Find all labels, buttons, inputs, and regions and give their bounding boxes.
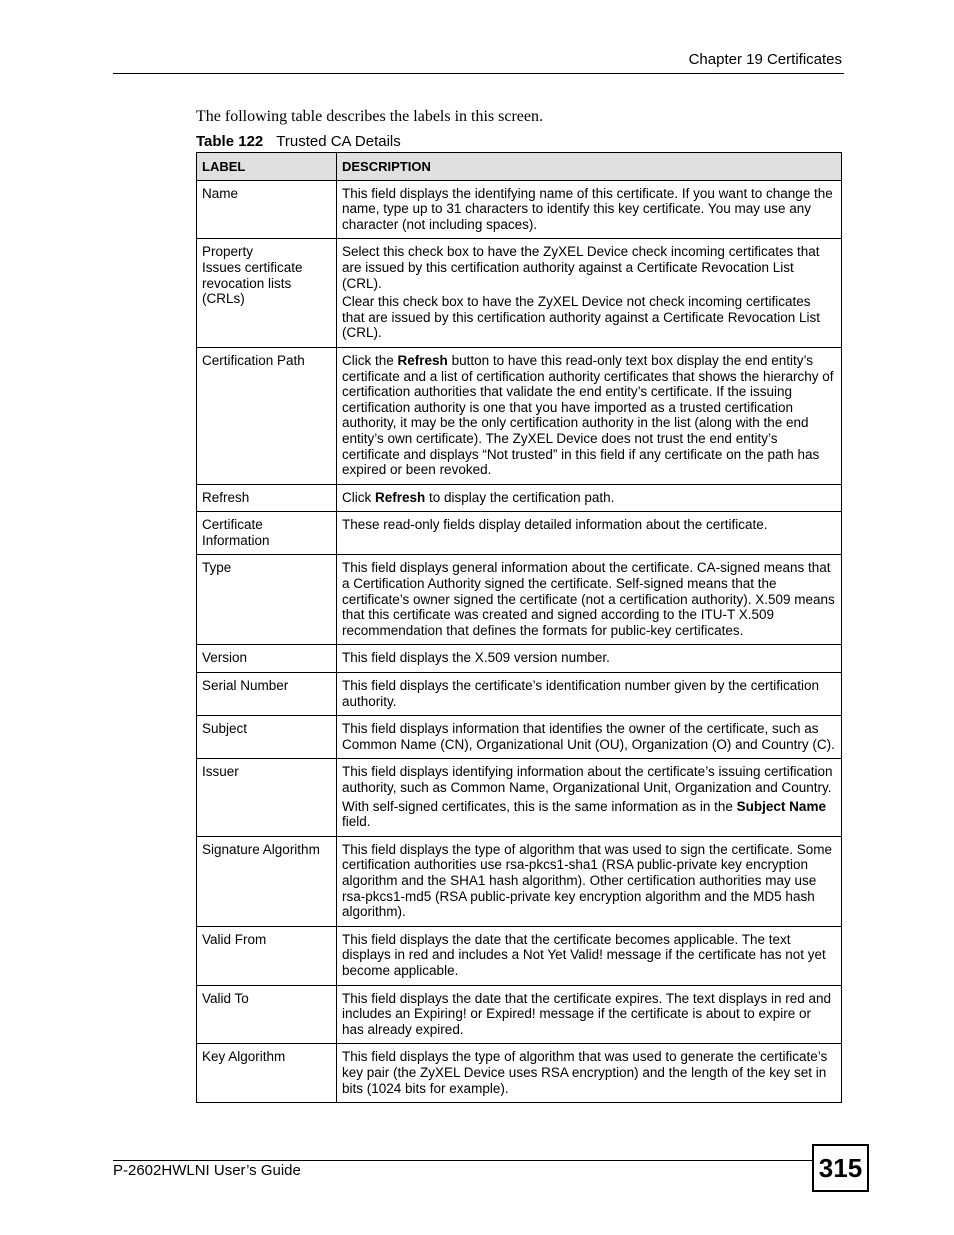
row-description [337,555,842,645]
description-emphasis: Refresh [397,352,448,368]
row-description [337,716,842,759]
table-row [197,347,842,484]
row-description [337,1044,842,1103]
table-row [197,926,842,985]
table-row [197,673,842,716]
description-text: field. [342,814,371,830]
row-label-line: Certification Path [202,352,305,368]
description-paragraph [342,517,836,533]
table-number: Table 122 [196,133,264,150]
table-row [197,484,842,512]
description-paragraph [342,490,836,506]
trusted-ca-details-table [196,152,842,1103]
footer-divider [113,1160,812,1161]
description-paragraph [342,842,836,920]
description-text: These read-only fields display detailed information about the certificate. [342,517,768,533]
row-label [197,239,337,348]
description-paragraph [342,991,836,1038]
table-row [197,512,842,555]
row-label-line: Serial Number [202,678,289,694]
description-text: This field displays the date that the certificate becomes applicable. The text displays in red and includes a Not Yet Valid! message if the certificate has not yet become applicable. [342,931,826,978]
description-paragraph [342,244,836,291]
row-label [197,759,337,836]
description-paragraph [342,294,836,341]
row-description [337,673,842,716]
row-description [337,926,842,985]
table-title: Trusted CA Details [276,133,401,150]
row-label [197,836,337,926]
row-label-line: Subject [202,721,248,737]
table-row [197,836,842,926]
description-paragraph [342,650,836,666]
table-row [197,759,842,836]
description-text: This field displays the identifying name of this certificate. If you want to change the name, type up to 31 characters to identify this key certificate. You may use any character (not including spaces). [342,185,833,232]
description-paragraph [342,932,836,979]
row-label-line: Refresh [202,489,250,505]
row-label-line: Signature Algorithm [202,841,320,857]
row-label-line: Valid From [202,931,267,947]
header-divider [113,73,844,74]
row-label [197,1044,337,1103]
row-label [197,645,337,673]
row-label [197,555,337,645]
row-label [197,926,337,985]
description-text: Click [342,489,375,505]
row-label-line: Version [202,650,248,666]
row-description [337,484,842,512]
row-label [197,985,337,1044]
table-header-row [197,153,842,181]
row-label [197,716,337,759]
table-row [197,716,842,759]
description-text: This field displays information that identifies the owner of the certificate, such as Common Name (CN), Organizational Unit (OU), Organization (O) and Country (C). [342,721,835,752]
description-text: Clear this check box to have the ZyXEL Device not check incoming certificates that are issued by this certification authority against a Certificate Revocation List (CRL). [342,294,820,341]
table-body [197,180,842,1103]
row-description [337,645,842,673]
description-text: Click the [342,352,398,368]
table-row [197,239,842,348]
description-paragraph [342,678,836,709]
description-paragraph [342,721,836,752]
description-emphasis: Subject Name [736,798,826,814]
row-description [337,347,842,484]
row-description [337,759,842,836]
row-description [337,836,842,926]
table-row [197,1044,842,1103]
description-paragraph [342,764,836,795]
description-emphasis: Refresh [375,489,426,505]
description-paragraph [342,186,836,233]
description-text: to display the certification path. [425,489,615,505]
description-paragraph [342,799,836,830]
description-text: This field displays the certificate’s identification number given by the certification authority. [342,678,819,709]
chapter-title: Chapter 19 Certificates [688,51,842,68]
row-label-line: Valid To [202,990,249,1006]
description-text: This field displays general information about the certificate. CA-signed means that a Certification Authority signed the certificate. Self-signed means that the certificate’s owner signed the certificate (not a certification authority). X.509 means that this certificate was created and signed according to the ITU-T X.509 recommendation that defines the formats for public-key certificates. [342,560,835,638]
description-text: With self-signed certificates, this is the same information as in the [342,798,737,814]
page-number: 315 [812,1144,869,1192]
row-label-line: Issuer [202,764,239,780]
description-text: This field displays the X.509 version number. [342,650,610,666]
table-row [197,555,842,645]
row-label [197,512,337,555]
description-paragraph [342,560,836,638]
description-paragraph [342,1049,836,1096]
description-text: This field displays the date that the certificate expires. The text displays in red and includes an Expiring! or Expired! message if the certificate is about to expire or has already expired. [342,990,832,1037]
row-label [197,347,337,484]
row-label-line: Certificate Information [202,517,270,548]
table-row [197,180,842,239]
description-text: This field displays the type of algorithm that was used to sign the certificate. Some certification authorities use rsa-pkcs1-sha1 (RSA public-private key encryption algorithm and the SHA1 hash algorithm). Other certification authorities may use rsa-pkcs1-md5 (RSA public-private key encryption algorithm and the MD5 hash algorithm). [342,841,832,920]
table-caption [196,133,401,150]
label-column-header: LABEL [197,153,337,181]
row-description [337,985,842,1044]
description-paragraph [342,353,836,478]
row-label-line: Name [202,185,239,201]
row-description [337,180,842,239]
row-label-line: Issues certificate revocation lists (CRLs) [202,259,303,307]
description-text: button to have this read-only text box display the end entity’s certificate and a list of certification authority certificates that shows the hierarchy of certification authorities that validate the end entity’s certificate. If the issuing certification authority is one that you have imported as a trusted certification authority, it may be the only certification authority in the list (along with the end entity’s own certificate). The ZyXEL Device does not trust the end entity’s certificate and displays “Not trusted” in this field if any certificate on the path has expired or been revoked. [342,352,834,478]
guide-title: P-2602HWLNI User’s Guide [113,1162,301,1179]
table-row [197,645,842,673]
description-text: This field displays the type of algorithm that was used to generate the certificate’s key pair (the ZyXEL Device uses RSA encryption) and the length of the key set in bits (1024 bits for example). [342,1049,828,1096]
description-text: Select this check box to have the ZyXEL Device check incoming certificates that are issued by this certification authority against a Certificate Revocation List (CRL). [342,244,820,291]
row-label [197,484,337,512]
table-row [197,985,842,1044]
row-description [337,512,842,555]
row-description [337,239,842,348]
intro-text: The following table describes the labels in this screen. [196,108,544,125]
description-text: This field displays identifying information about the certificate’s issuing certification authority, such as Common Name, Organizational Unit, Organization and Country. [342,764,833,795]
row-label-line: Type [202,560,232,576]
row-label-line: Key Algorithm [202,1049,286,1065]
description-column-header: DESCRIPTION [337,153,842,181]
row-label [197,180,337,239]
row-label [197,673,337,716]
row-label-line: Property [202,244,254,260]
